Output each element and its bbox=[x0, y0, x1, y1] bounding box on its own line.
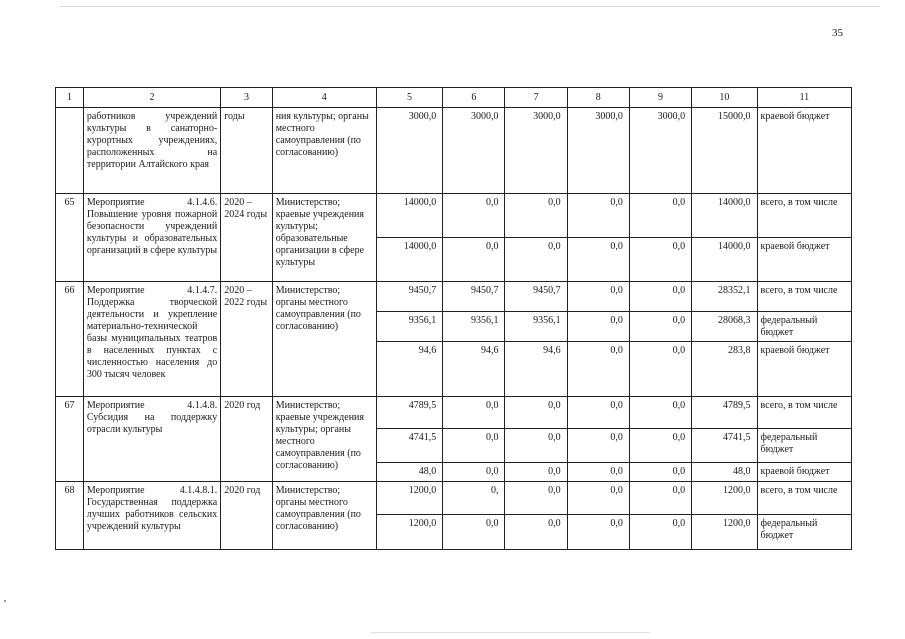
table-row bbox=[56, 482, 852, 515]
value-cell: 3000,0 bbox=[629, 108, 691, 194]
value-cell: 0,0 bbox=[505, 515, 567, 550]
value-cell: 9450,7 bbox=[443, 282, 505, 312]
scan-artifact-bottom bbox=[370, 632, 650, 633]
measure-name: Мероприятие 4.1.4.6. Повышение уровня пожарной безопасности учреждений культуры и образовательных организаций в сфере культуры bbox=[83, 194, 220, 282]
value-cell: 0,0 bbox=[505, 463, 567, 482]
funding-source: федеральный бюджет bbox=[757, 312, 851, 342]
value-cell: 0,0 bbox=[505, 238, 567, 282]
value-cell: 14000,0 bbox=[376, 238, 443, 282]
value-cell: 9450,7 bbox=[376, 282, 443, 312]
measure-executor: Министерство; краевые учреждения культуры; органы местного самоуправления (по согласованию) bbox=[272, 397, 376, 482]
table-row bbox=[56, 108, 852, 194]
measure-name: Мероприятие 4.1.4.8. Субсидия на поддержку отрасли культуры bbox=[83, 397, 220, 482]
value-cell: 0,0 bbox=[443, 463, 505, 482]
column-header: 10 bbox=[692, 88, 757, 108]
value-cell: 94,6 bbox=[505, 342, 567, 397]
measure-period: 2020 – 2022 годы bbox=[221, 282, 272, 397]
value-cell: 3000,0 bbox=[376, 108, 443, 194]
funding-source: всего, в том числе bbox=[757, 194, 851, 238]
value-cell: 0,0 bbox=[629, 397, 691, 429]
value-cell: 28352,1 bbox=[692, 282, 757, 312]
value-cell: 0,0 bbox=[567, 342, 629, 397]
value-cell: 4789,5 bbox=[692, 397, 757, 429]
table-row bbox=[56, 282, 852, 312]
measure-period: 2020 – 2024 годы bbox=[221, 194, 272, 282]
value-cell: 0,0 bbox=[567, 515, 629, 550]
value-cell: 0,0 bbox=[629, 342, 691, 397]
program-measures-table bbox=[55, 87, 852, 550]
value-cell: 48,0 bbox=[692, 463, 757, 482]
value-cell: 1200,0 bbox=[692, 482, 757, 515]
value-cell: 3000,0 bbox=[505, 108, 567, 194]
funding-source: краевой бюджет bbox=[757, 108, 851, 194]
value-cell: 0,0 bbox=[443, 238, 505, 282]
value-cell: 0,0 bbox=[629, 312, 691, 342]
column-header: 5 bbox=[376, 88, 443, 108]
value-cell: 4789,5 bbox=[376, 397, 443, 429]
scan-artifact-top bbox=[60, 6, 880, 7]
value-cell: 0,0 bbox=[567, 463, 629, 482]
value-cell: 0,0 bbox=[505, 397, 567, 429]
value-cell: 28068,3 bbox=[692, 312, 757, 342]
row-number: 66 bbox=[56, 282, 84, 397]
value-cell: 1200,0 bbox=[376, 482, 443, 515]
measure-executor: Министерство; краевые учреждения культуры; образовательные организации в сфере культуры bbox=[272, 194, 376, 282]
value-cell: 0,0 bbox=[629, 194, 691, 238]
measure-period: 2020 год bbox=[221, 482, 272, 550]
column-header: 1 bbox=[56, 88, 84, 108]
value-cell: 0,0 bbox=[443, 397, 505, 429]
value-cell: 14000,0 bbox=[376, 194, 443, 238]
value-cell: 9356,1 bbox=[376, 312, 443, 342]
value-cell: 3000,0 bbox=[443, 108, 505, 194]
value-cell: 9356,1 bbox=[505, 312, 567, 342]
scan-speck bbox=[4, 600, 6, 602]
funding-source: всего, в том числе bbox=[757, 282, 851, 312]
row-number: 65 bbox=[56, 194, 84, 282]
value-cell: 0,0 bbox=[567, 397, 629, 429]
column-header: 9 bbox=[629, 88, 691, 108]
value-cell: 0,0 bbox=[567, 312, 629, 342]
measure-period: годы bbox=[221, 108, 272, 194]
measure-executor: Министерство; органы местного самоуправления (по согласованию) bbox=[272, 282, 376, 397]
funding-source: краевой бюджет bbox=[757, 342, 851, 397]
funding-source: федеральный бюджет bbox=[757, 515, 851, 550]
value-cell: 14000,0 bbox=[692, 238, 757, 282]
value-cell: 4741,5 bbox=[376, 429, 443, 463]
value-cell: 0,0 bbox=[629, 429, 691, 463]
measure-period: 2020 год bbox=[221, 397, 272, 482]
funding-source: краевой бюджет bbox=[757, 463, 851, 482]
column-header: 3 bbox=[221, 88, 272, 108]
value-cell: 0,0 bbox=[567, 238, 629, 282]
value-cell: 4741,5 bbox=[692, 429, 757, 463]
value-cell: 0,0 bbox=[505, 429, 567, 463]
value-cell: 0,0 bbox=[443, 194, 505, 238]
value-cell: 94,6 bbox=[443, 342, 505, 397]
row-number: 67 bbox=[56, 397, 84, 482]
funding-source: всего, в том числе bbox=[757, 482, 851, 515]
value-cell: 283,8 bbox=[692, 342, 757, 397]
value-cell: 0,0 bbox=[567, 482, 629, 515]
value-cell: 0,0 bbox=[505, 482, 567, 515]
row-number: 68 bbox=[56, 482, 84, 550]
value-cell: 94,6 bbox=[376, 342, 443, 397]
value-cell: 0,0 bbox=[629, 515, 691, 550]
value-cell: 0,0 bbox=[505, 194, 567, 238]
column-header: 6 bbox=[443, 88, 505, 108]
value-cell: 0, bbox=[443, 482, 505, 515]
column-numbers-row bbox=[56, 88, 852, 108]
measure-name: Мероприятие 4.1.4.7. Поддержка творческой деятельности и укрепление материально-технической базы муниципальных театров в населенных пунктах с численностью населения до 300 тысяч человек bbox=[83, 282, 220, 397]
value-cell: 3000,0 bbox=[567, 108, 629, 194]
column-header: 8 bbox=[567, 88, 629, 108]
column-header: 2 bbox=[83, 88, 220, 108]
value-cell: 0,0 bbox=[567, 194, 629, 238]
column-header: 7 bbox=[505, 88, 567, 108]
table-row bbox=[56, 194, 852, 238]
value-cell: 0,0 bbox=[567, 429, 629, 463]
funding-source: краевой бюджет bbox=[757, 238, 851, 282]
row-number bbox=[56, 108, 84, 194]
value-cell: 9356,1 bbox=[443, 312, 505, 342]
measure-name: работников учреждений культуры в санаторно-курортных учреждениях, расположенных на территории Алтайского края bbox=[83, 108, 220, 194]
measure-executor: ния культуры; органы местного самоуправления (по согласованию) bbox=[272, 108, 376, 194]
column-header: 11 bbox=[757, 88, 851, 108]
value-cell: 0,0 bbox=[629, 463, 691, 482]
value-cell: 14000,0 bbox=[692, 194, 757, 238]
value-cell: 9450,7 bbox=[505, 282, 567, 312]
table-row bbox=[56, 397, 852, 429]
funding-source: федеральный бюджет bbox=[757, 429, 851, 463]
funding-source: всего, в том числе bbox=[757, 397, 851, 429]
value-cell: 1200,0 bbox=[376, 515, 443, 550]
value-cell: 0,0 bbox=[443, 429, 505, 463]
value-cell: 48,0 bbox=[376, 463, 443, 482]
value-cell: 1200,0 bbox=[692, 515, 757, 550]
value-cell: 0,0 bbox=[629, 282, 691, 312]
measure-name: Мероприятие 4.1.4.8.1. Государственная поддержка лучших работников сельских учреждений культуры bbox=[83, 482, 220, 550]
value-cell: 0,0 bbox=[629, 482, 691, 515]
value-cell: 0,0 bbox=[567, 282, 629, 312]
page-number: 35 bbox=[832, 27, 843, 39]
value-cell: 0,0 bbox=[629, 238, 691, 282]
measure-executor: Министерство; органы местного самоуправления (по согласованию) bbox=[272, 482, 376, 550]
column-header: 4 bbox=[272, 88, 376, 108]
value-cell: 0,0 bbox=[443, 515, 505, 550]
value-cell: 15000,0 bbox=[692, 108, 757, 194]
